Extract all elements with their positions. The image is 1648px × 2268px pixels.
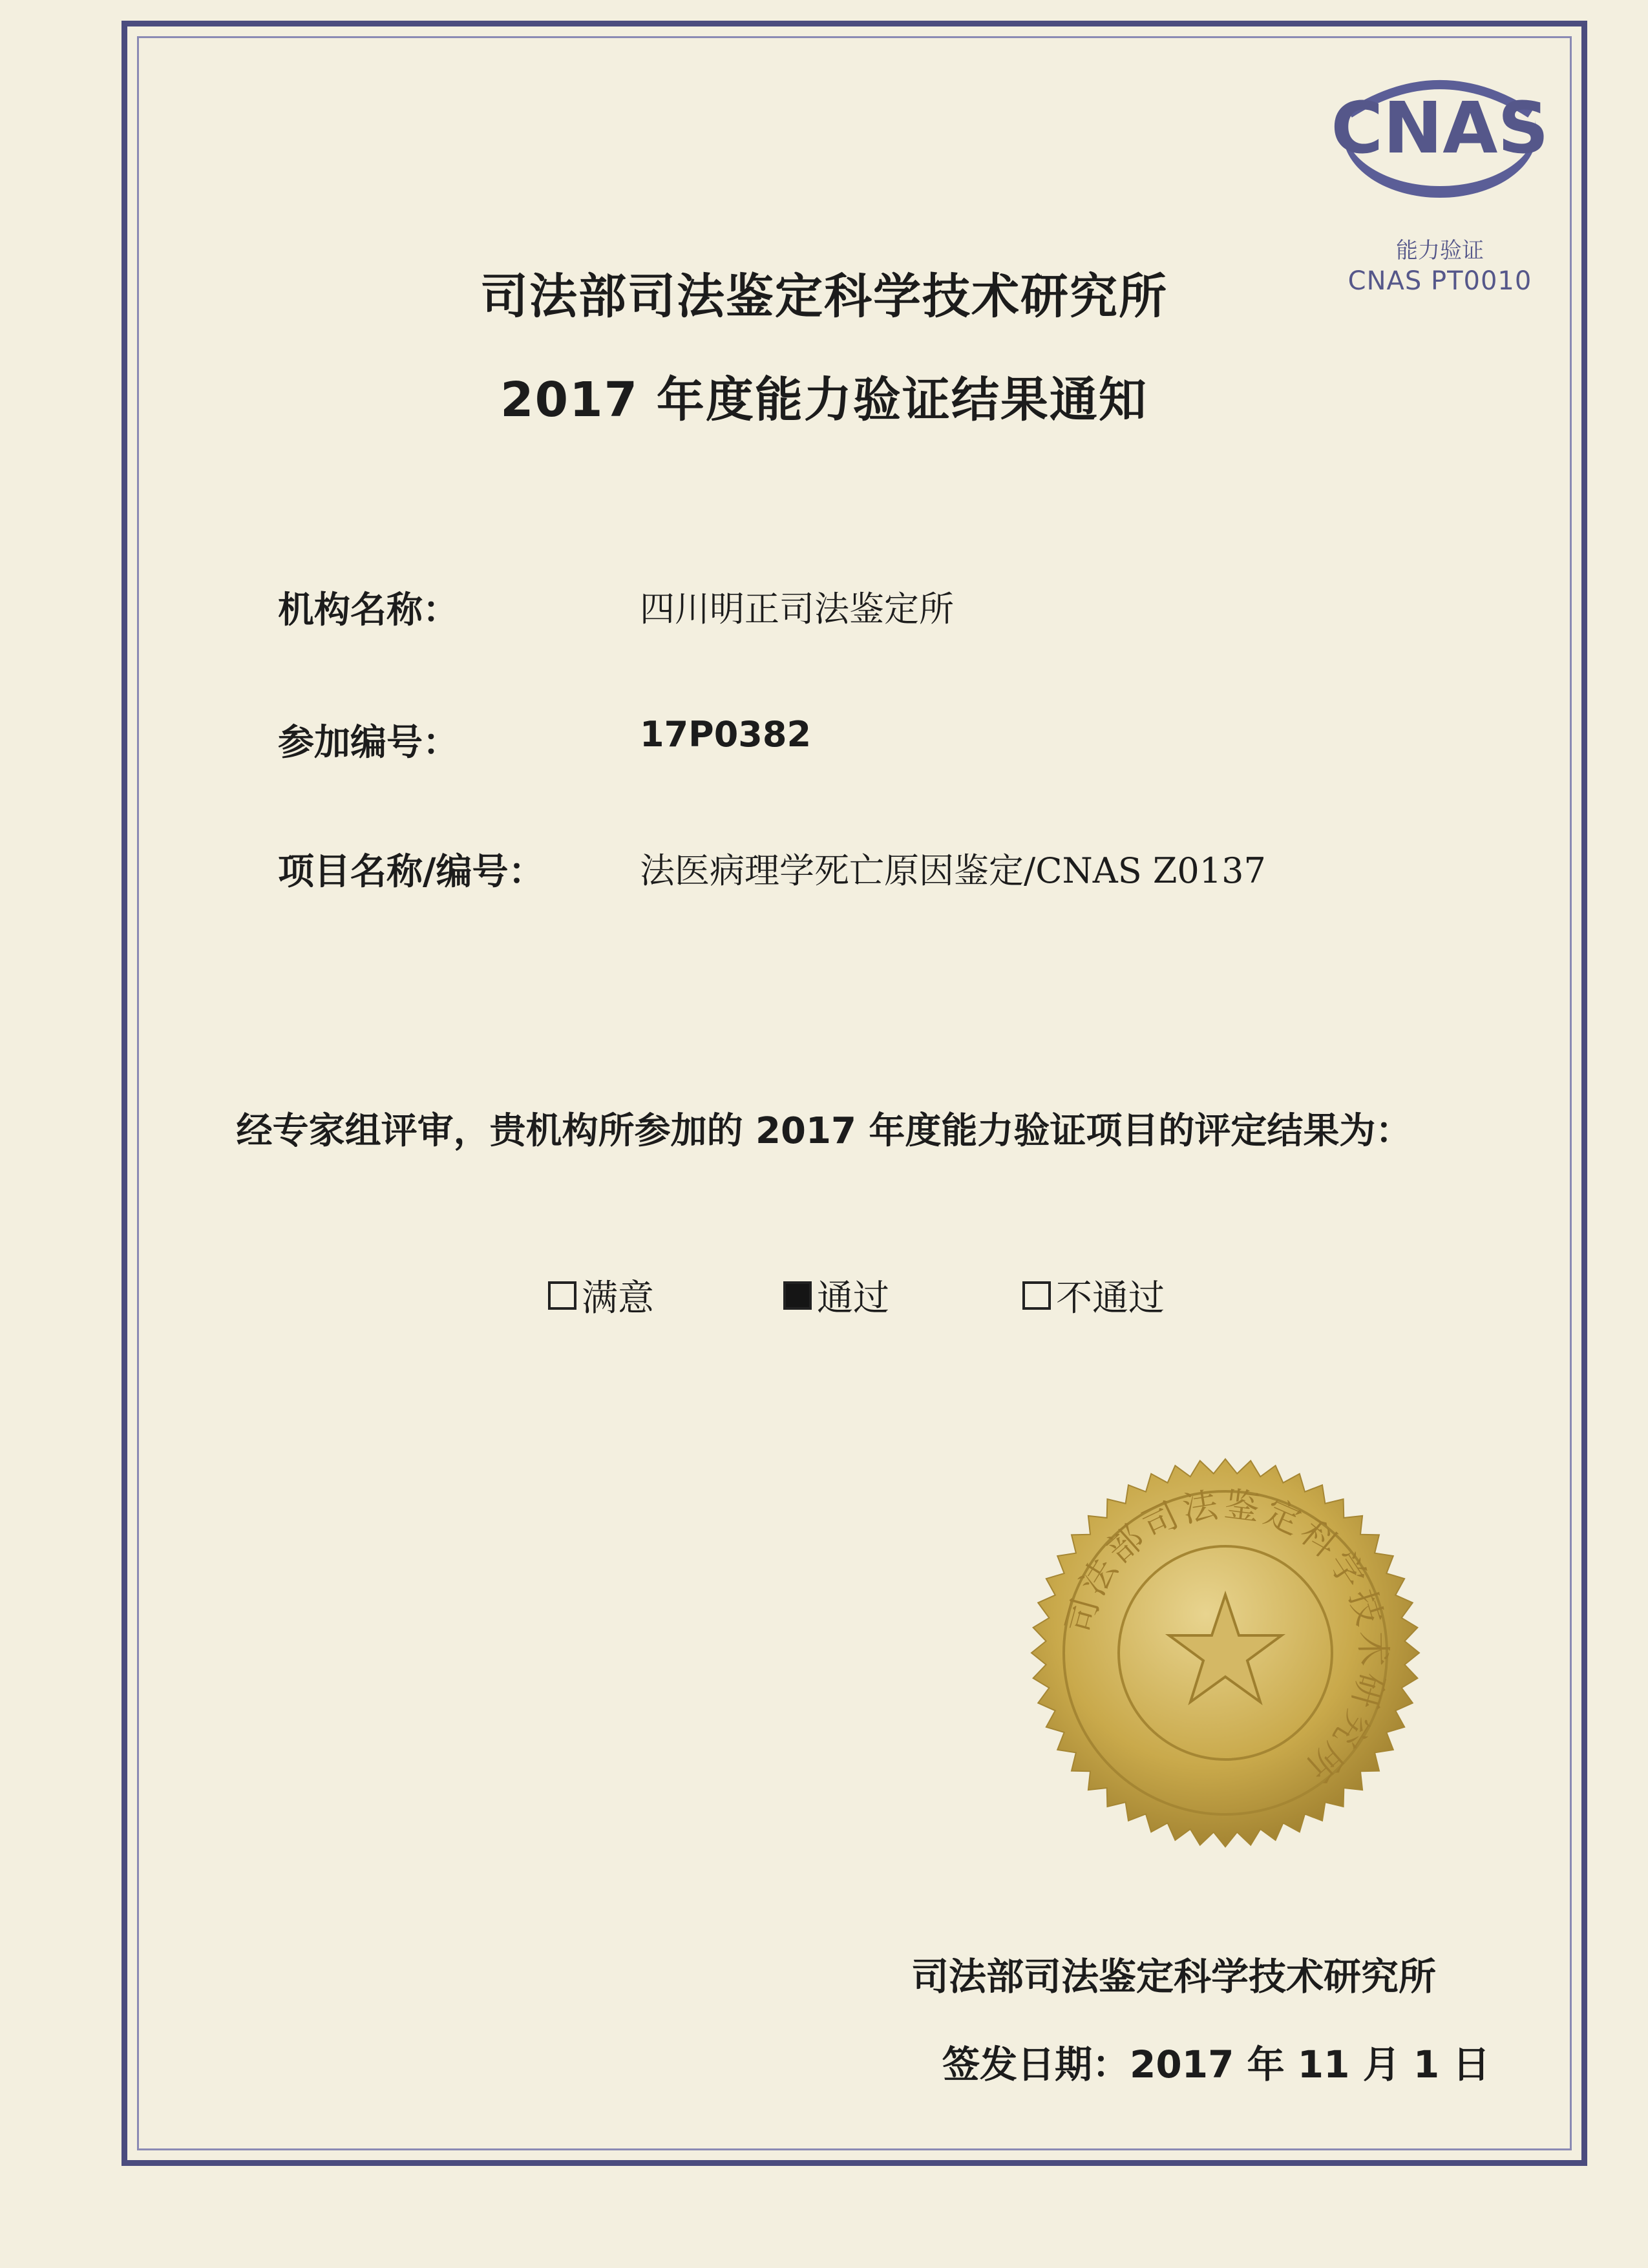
participant-label: 参加编号： <box>278 722 459 764</box>
checked-checkbox-icon <box>783 1281 812 1310</box>
participant-value: 17P0382 <box>640 714 812 755</box>
project-label: 项目名称/编号： <box>278 851 545 893</box>
option-satisfactory <box>548 1270 654 1321</box>
gold-seal <box>1025 1453 1426 1853</box>
checkbox-icon <box>548 1281 576 1310</box>
institution-label: 机构名称： <box>278 589 459 631</box>
seal-ring-text: 司法部司法鉴定科学技术研究所 <box>1058 1484 1394 1792</box>
logo-code: CNAS PT0010 <box>1347 266 1532 296</box>
option-label: 通过 <box>817 1277 889 1319</box>
document-subtitle: 2017 年度能力验证结果通知 <box>500 372 1148 428</box>
institution-value: 四川明正司法鉴定所 <box>640 589 954 629</box>
logo-caption: 能力验证 <box>1396 238 1484 264</box>
cnas-logo <box>1330 62 1550 256</box>
issue-date: 签发日期：2017 年 11 月 1 日 <box>942 2042 1490 2086</box>
result-options <box>0 1270 1648 1321</box>
option-pass <box>783 1270 889 1321</box>
project-value: 法医病理学死亡原因鉴定/CNAS Z0137 <box>640 850 1266 891</box>
issuer-name: 司法部司法鉴定科学技术研究所 <box>911 1955 1437 1999</box>
document-title: 司法部司法鉴定科学技术研究所 <box>480 269 1168 324</box>
option-label: 不通过 <box>1056 1277 1165 1319</box>
checkbox-icon <box>1022 1281 1051 1310</box>
option-label: 满意 <box>582 1277 654 1319</box>
evaluation-statement: 经专家组评审，贵机构所参加的 2017 年度能力验证项目的评定结果为： <box>236 1110 1412 1152</box>
option-fail <box>1022 1270 1165 1321</box>
cnas-logo-text: CNAS <box>1331 87 1549 169</box>
